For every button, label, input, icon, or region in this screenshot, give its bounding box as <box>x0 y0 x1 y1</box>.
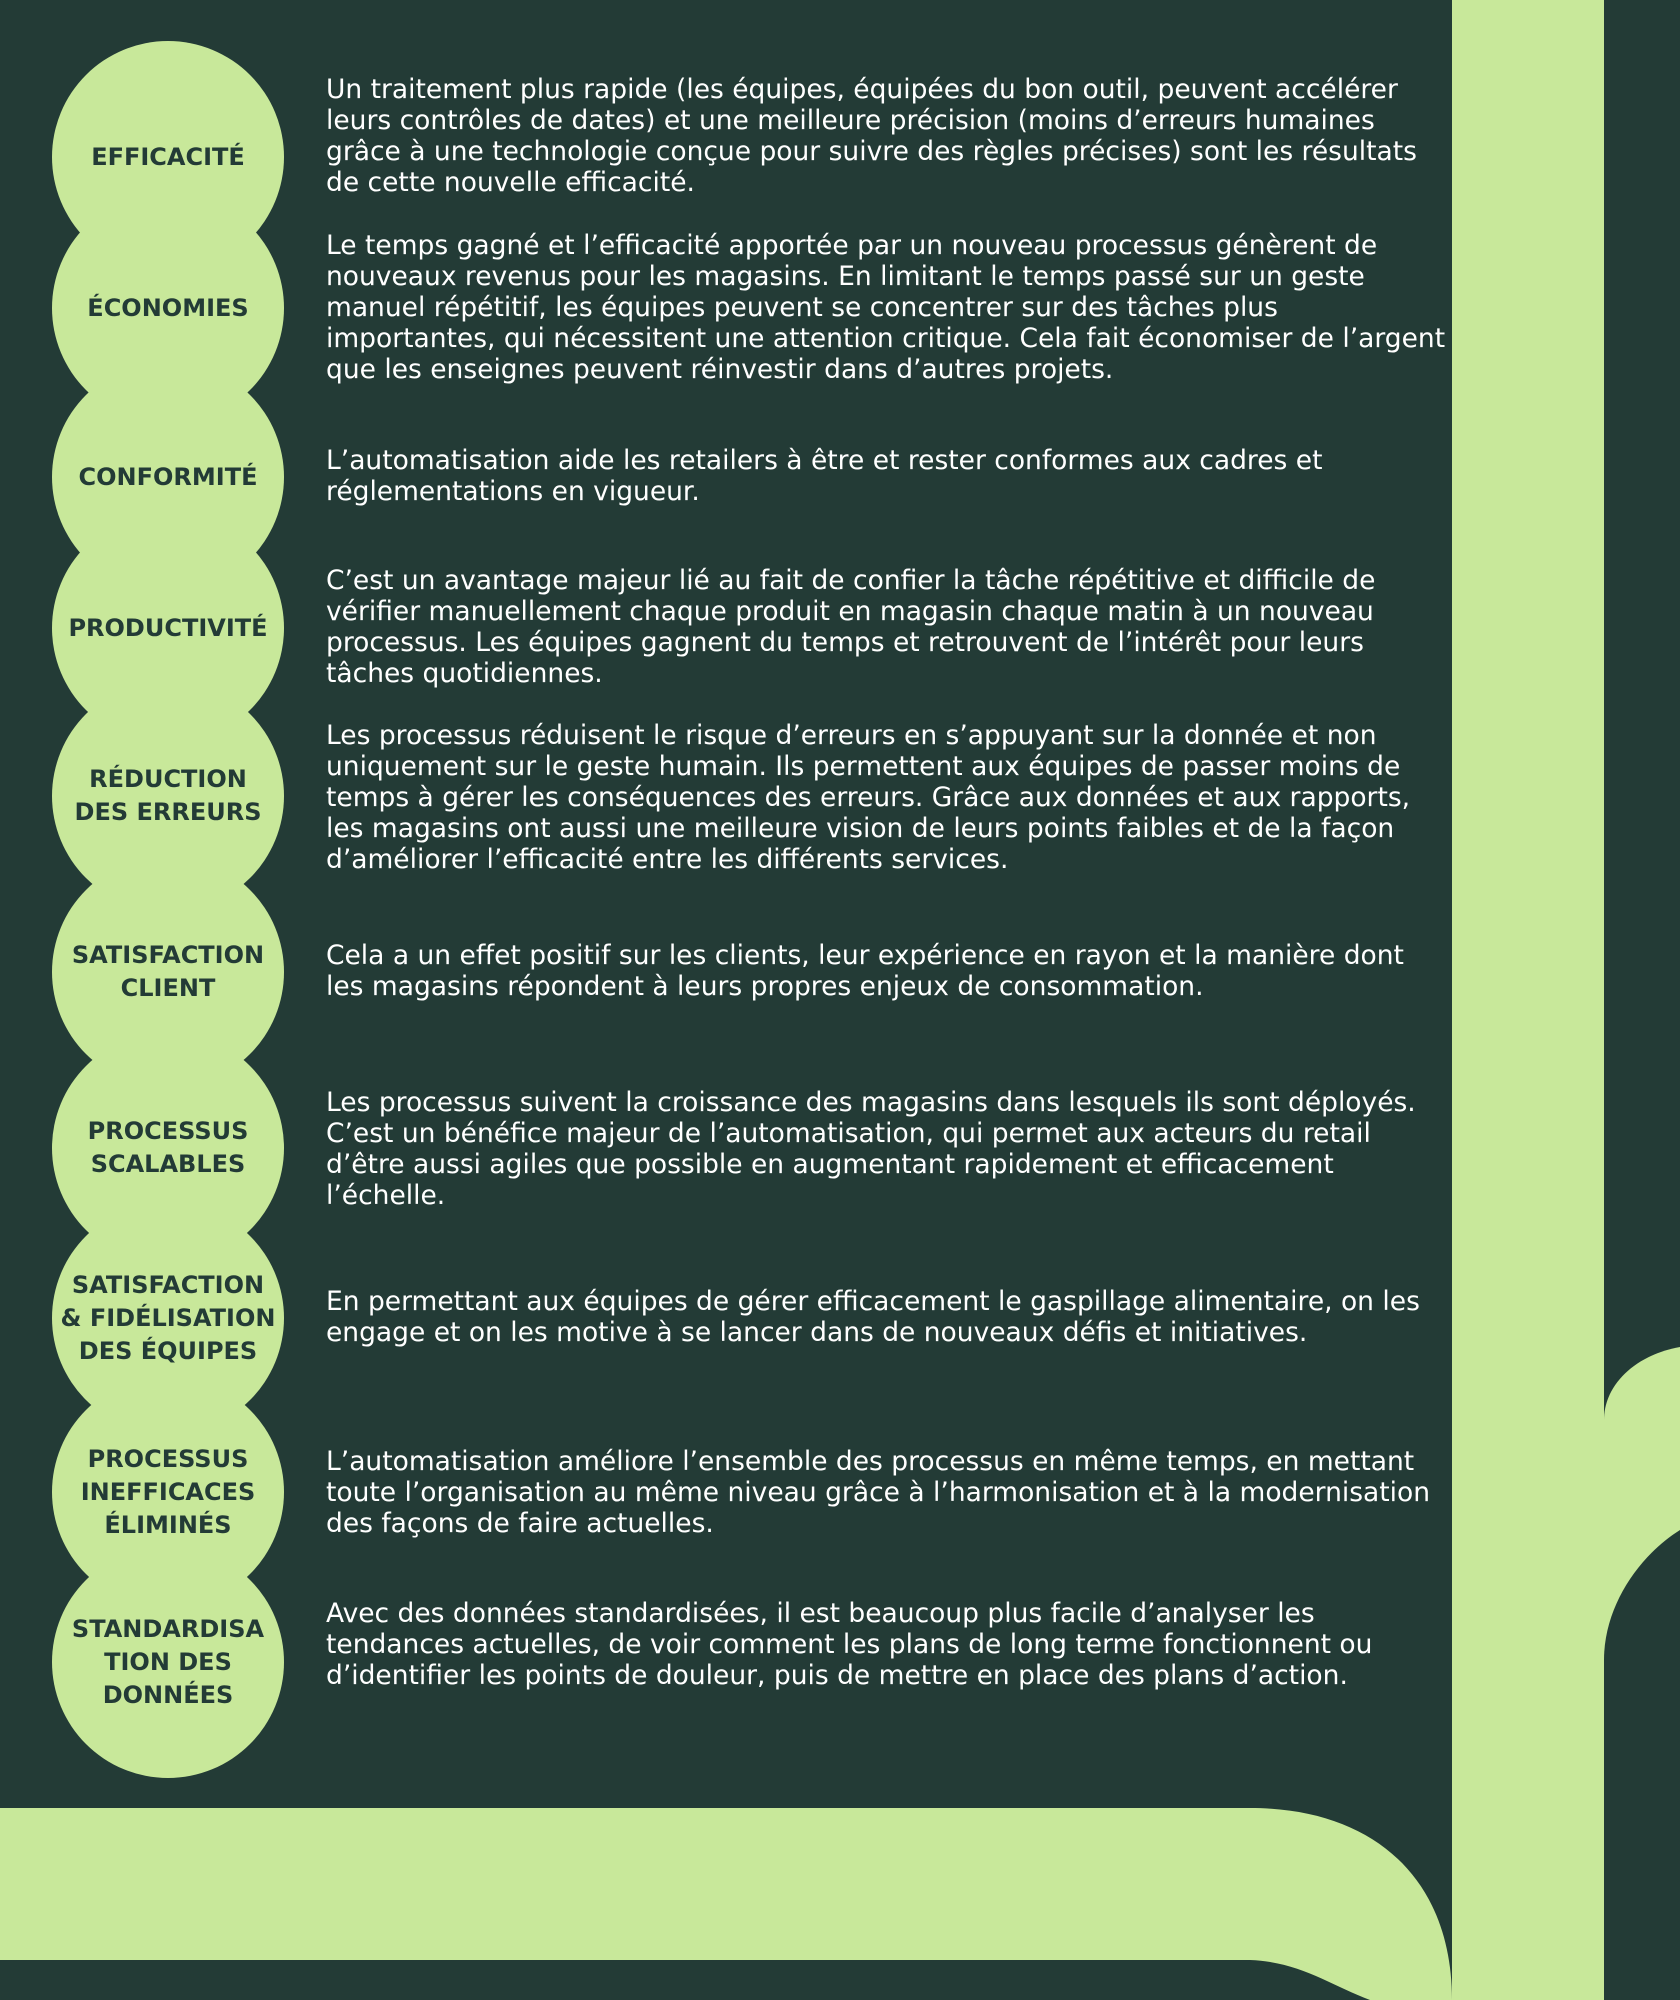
benefit-label-circle: ÉCONOMIES <box>52 192 284 424</box>
benefit-label-circle: SATISFACTION CLIENT <box>52 856 284 1088</box>
benefit-description: L’automatisation améliore l’ensemble des processus en même temps, en mettant toute l’organisation au même niveau grâce à l’harmonisation et à la modernisation des façons de faire actuelles. <box>326 1446 1431 1539</box>
benefit-label-circle: SATISFACTION & FIDÉLISATION DES ÉQUIPES <box>52 1202 284 1434</box>
benefit-label-circle: EFFICACITÉ <box>52 41 284 273</box>
benefit-description: Les processus suivent la croissance des magasins dans lesquels ils sont déployés. C’est un bénéfice majeur de l’automatisation, qui permet aux acteurs du retail d’être aussi agiles que possible en augmentant rapidement et efficacement l’échelle. <box>326 1087 1416 1211</box>
benefit-description: Les processus réduisent le risque d’erreurs en s’appuyant sur la donnée et non uniquement sur le geste humain. Ils permettent aux équipes de passer moins de temps à gérer les conséquences des erreurs. Grâce aux données et aux rapports, les magasins ont aussi une meilleure vision de leurs points faibles et de la façon d’améliorer l’efficacité entre les différents services. <box>326 720 1411 875</box>
benefit-description: L’automatisation aide les retailers à être et rester conformes aux cadres et réglementations en vigueur. <box>326 445 1323 507</box>
benefit-label-circle: PROCESSUS SCALABLES <box>52 1032 284 1264</box>
benefit-description: Avec des données standardisées, il est beaucoup plus facile d’analyser les tendances actuelles, de voir comment les plans de long terme fonctionnent ou d’identifier les points de douleur, puis de mettre en place des plans d’action. <box>326 1598 1373 1691</box>
benefit-description: C’est un avantage majeur lié au fait de confier la tâche répétitive et difficile de vérifier manuellement chaque produit en magasin chaque matin à un nouveau processus. Les équipes gagnent du temps et retrouvent de l’intérêt pour leurs tâches quotidiennes. <box>326 565 1376 689</box>
benefit-label-circle: RÉDUCTION DES ERREURS <box>52 680 284 912</box>
bottom-curved-band <box>0 1808 1452 2000</box>
right-vertical-band <box>1452 0 1604 2000</box>
benefit-description: Cela a un effet positif sur les clients, leur expérience en rayon et la manière dont les magasins répondent à leurs propres enjeux de consommation. <box>326 940 1404 1002</box>
benefit-label-circle: PROCESSUS INEFFICACES ÉLIMINÉS <box>52 1376 284 1608</box>
benefit-description: En permettant aux équipes de gérer efficacement le gaspillage alimentaire, on les engage et on les motive à se lancer dans de nouveaux défis et initiatives. <box>326 1286 1420 1348</box>
benefit-description: Le temps gagné et l’efficacité apportée par un nouveau processus génèrent de nouveaux revenus pour les magasins. En limitant le temps passé sur un geste manuel répétitif, les équipes peuvent se concentrer sur des tâches plus importantes, qui nécessitent une attention critique. Cela fait économiser de l’argent que les enseignes peuvent réinvestir dans d’autres projets. <box>326 230 1446 385</box>
benefit-label-circle: STANDARDISA TION DES DONNÉES <box>52 1546 284 1778</box>
benefit-label-circle: CONFORMITÉ <box>52 361 284 593</box>
benefit-label-circle: PRODUCTIVITÉ <box>52 512 284 744</box>
benefit-description: Un traitement plus rapide (les équipes, équipées du bon outil, peuvent accélérer leurs contrôles de dates) et une meilleure précision (moins d’erreurs humaines grâce à une technologie conçue pour suivre des règles précises) sont les résultats de cette nouvelle efficacité. <box>326 74 1417 198</box>
